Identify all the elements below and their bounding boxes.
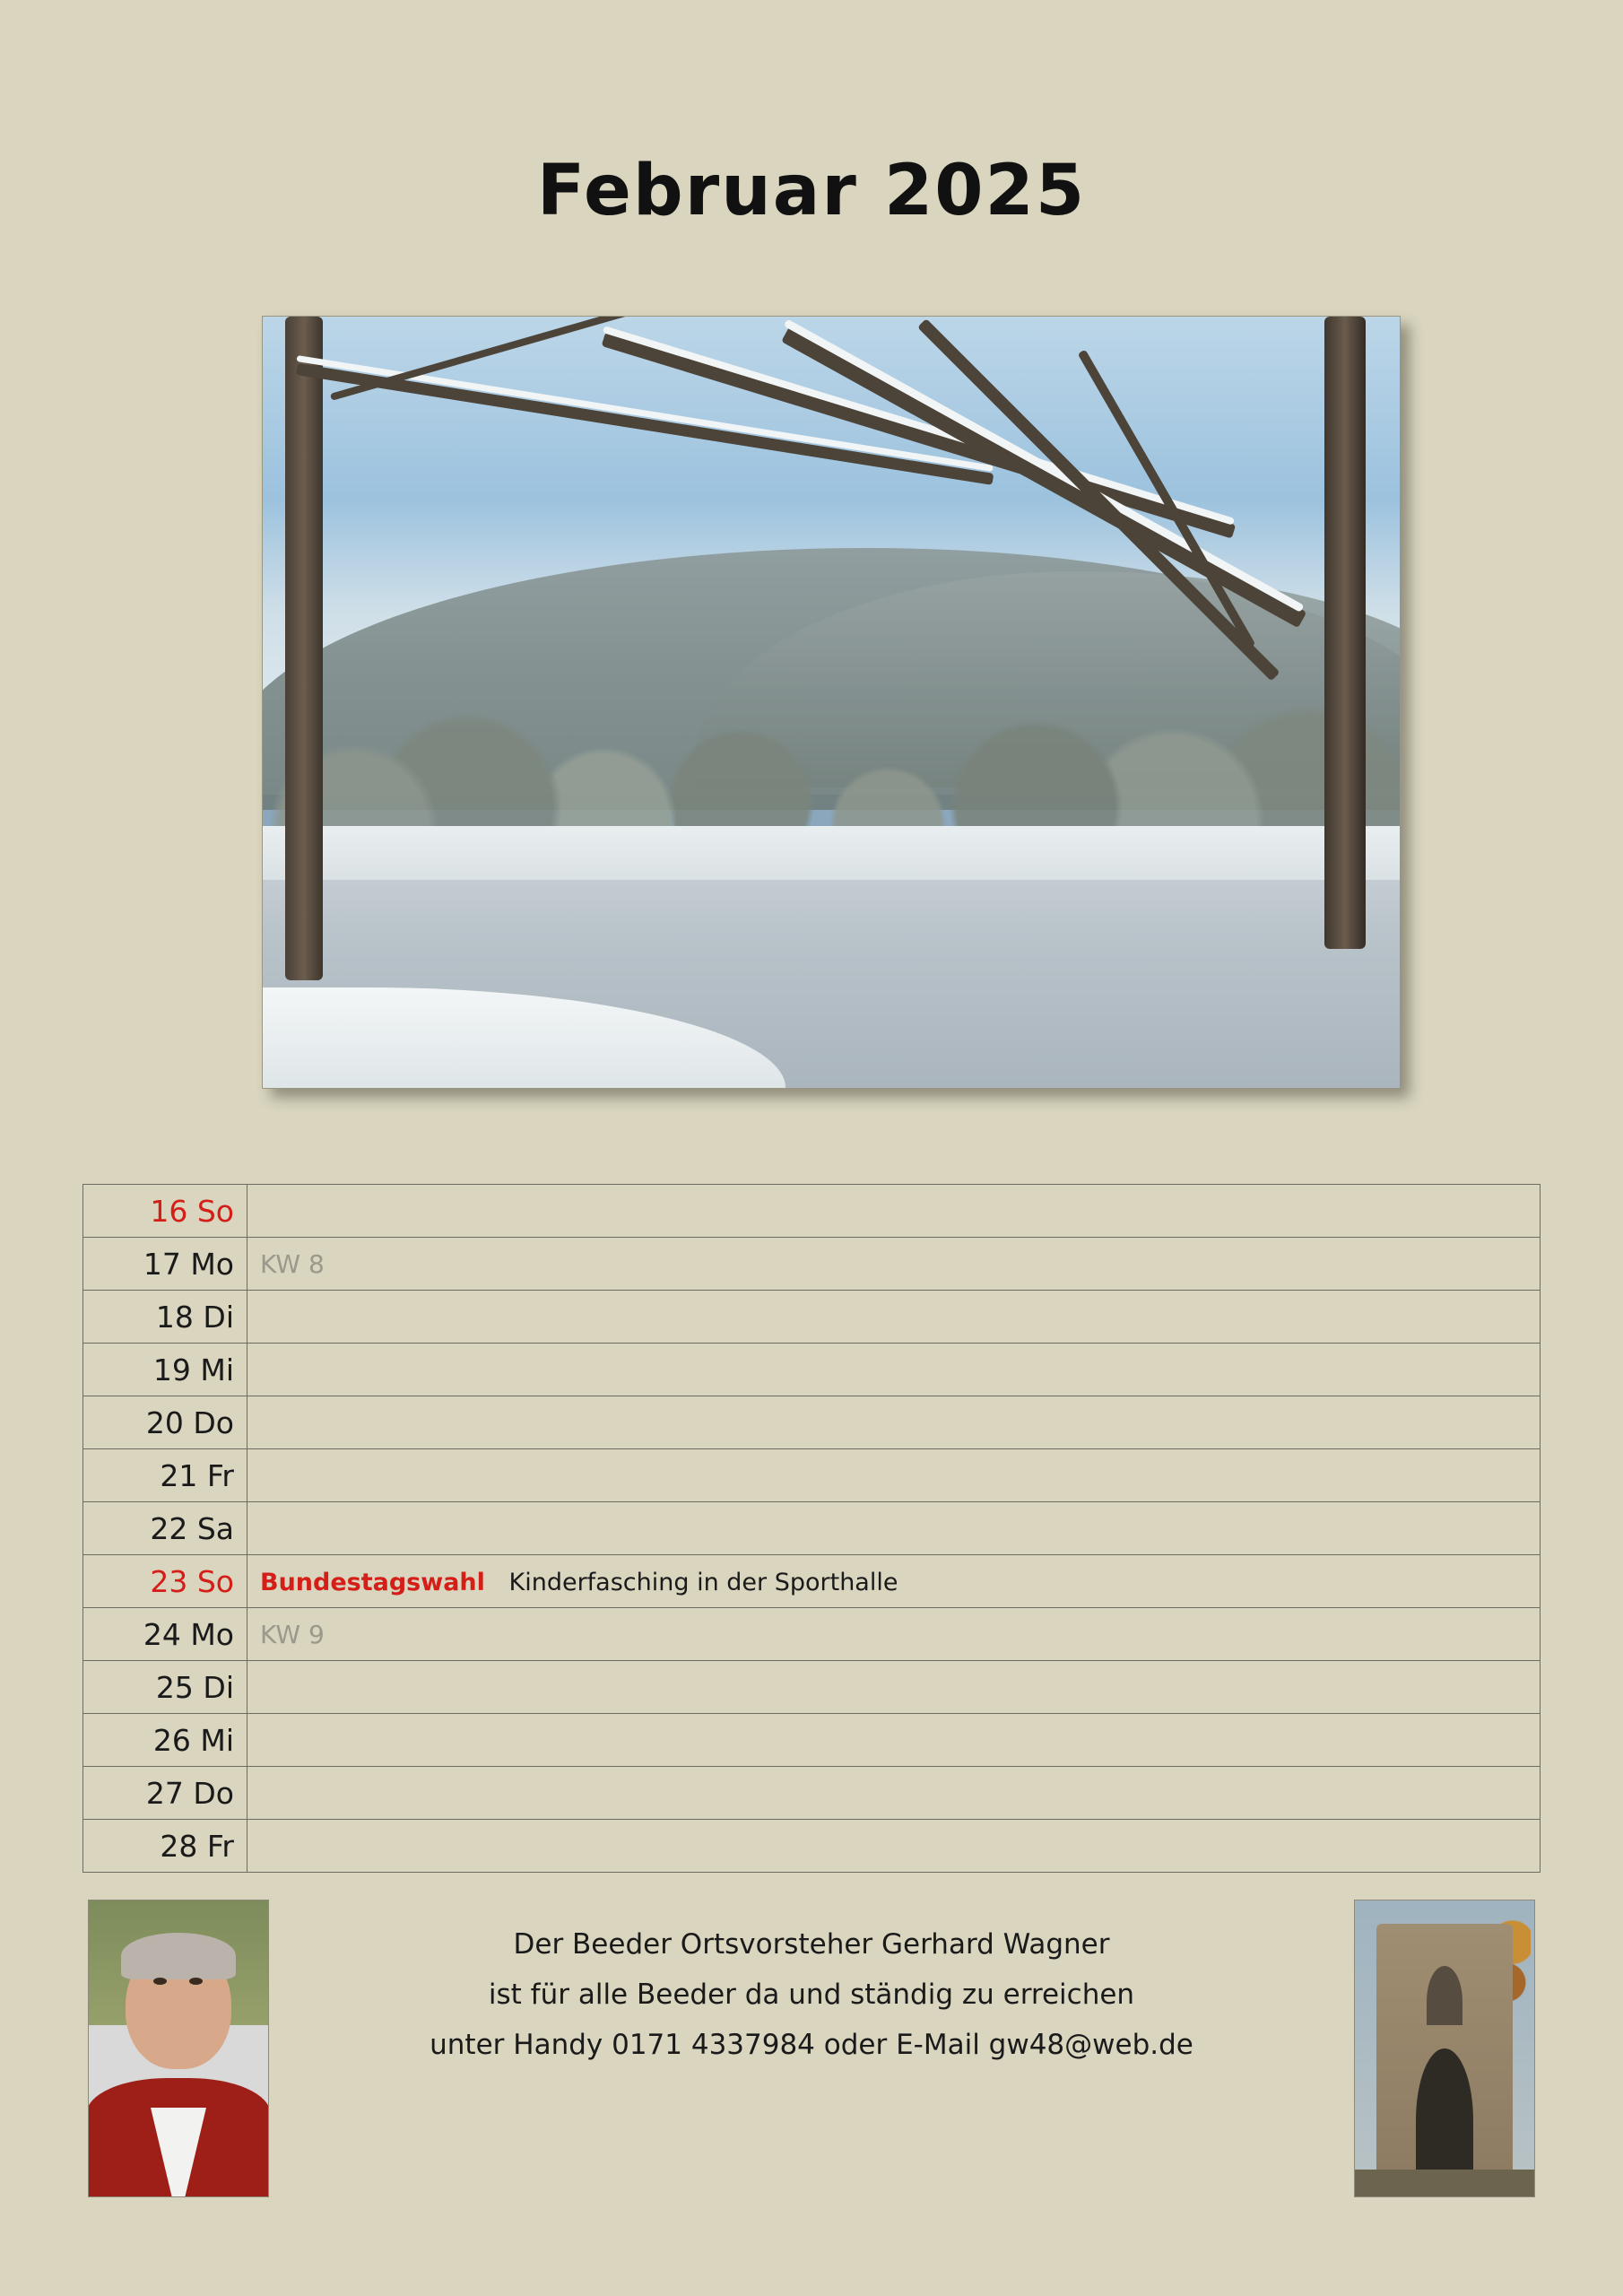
day-weekday: So — [196, 1563, 234, 1599]
calendar-body — [83, 1185, 1541, 1873]
day-events[interactable] — [247, 1820, 1541, 1873]
week-number: KW 8 — [260, 1248, 325, 1279]
day-number: 20 — [145, 1405, 184, 1440]
photo-tree-trunk-right — [1324, 317, 1366, 949]
table-row — [83, 1608, 1541, 1661]
day-number: 17 — [143, 1246, 181, 1282]
event-highlight: Bundestagswahl — [260, 1568, 485, 1596]
footer-line-1: Der Beeder Ortsvorsteher Gerhard Wagner — [513, 1928, 1110, 1961]
day-number: 24 — [143, 1616, 181, 1652]
chapel-ruin-photo — [1354, 1900, 1535, 2197]
table-row — [83, 1767, 1541, 1820]
day-events[interactable] — [247, 1767, 1541, 1820]
day-events[interactable] — [247, 1291, 1541, 1344]
table-row — [83, 1238, 1541, 1291]
day-events[interactable] — [247, 1714, 1541, 1767]
day-weekday: Di — [203, 1299, 234, 1335]
chapel-ground — [1355, 2170, 1534, 2196]
day-number: 27 — [145, 1775, 184, 1811]
footer-contact — [296, 1919, 1327, 2070]
event-text: Kinderfasching in der Sporthalle — [508, 1568, 898, 1596]
table-row — [83, 1661, 1541, 1714]
day-number: 18 — [155, 1299, 194, 1335]
table-row — [83, 1396, 1541, 1449]
day-label — [83, 1291, 247, 1344]
day-events[interactable] — [247, 1608, 1541, 1661]
footer-line-2: ist für alle Beeder da und ständig zu erreichen — [488, 1979, 1135, 2011]
day-weekday: Mo — [190, 1246, 234, 1282]
day-label — [83, 1767, 247, 1820]
portrait-eye-right — [189, 1978, 203, 1985]
day-label — [83, 1820, 247, 1873]
footer-line-3: unter Handy 0171 4337984 oder E-Mail gw48@web.de — [430, 2029, 1193, 2061]
table-row — [83, 1555, 1541, 1608]
calendar-table — [82, 1184, 1541, 1873]
day-events[interactable] — [247, 1555, 1541, 1608]
day-events[interactable] — [247, 1344, 1541, 1396]
day-number: 21 — [160, 1457, 198, 1493]
day-events[interactable] — [247, 1502, 1541, 1555]
week-number: KW 9 — [260, 1619, 325, 1649]
day-weekday: Di — [203, 1669, 234, 1705]
day-events[interactable] — [247, 1396, 1541, 1449]
day-events[interactable] — [247, 1661, 1541, 1714]
day-label — [83, 1396, 247, 1449]
day-label — [83, 1185, 247, 1238]
day-label — [83, 1608, 247, 1661]
day-label — [83, 1714, 247, 1767]
day-weekday: Mi — [200, 1352, 234, 1387]
photo-tree-trunk-left — [285, 317, 323, 980]
day-events[interactable] — [247, 1238, 1541, 1291]
day-label — [83, 1502, 247, 1555]
day-number: 19 — [152, 1352, 191, 1387]
day-number: 16 — [150, 1193, 188, 1229]
day-label — [83, 1238, 247, 1291]
table-row — [83, 1291, 1541, 1344]
day-number: 25 — [155, 1669, 194, 1705]
day-weekday: Fr — [206, 1457, 234, 1493]
portrait-photo-ortsvorsteher — [88, 1900, 269, 2197]
day-events[interactable] — [247, 1185, 1541, 1238]
portrait-eye-left — [153, 1978, 167, 1985]
day-weekday: Sa — [196, 1510, 234, 1546]
day-label — [83, 1449, 247, 1502]
page-title: Februar 2025 — [536, 151, 1087, 231]
day-weekday: Fr — [206, 1828, 234, 1864]
table-row — [83, 1714, 1541, 1767]
day-label — [83, 1344, 247, 1396]
table-row — [83, 1344, 1541, 1396]
day-weekday: Mo — [190, 1616, 234, 1652]
day-number: 26 — [152, 1722, 191, 1758]
day-weekday: Do — [193, 1775, 234, 1811]
day-number: 22 — [150, 1510, 188, 1546]
table-row — [83, 1449, 1541, 1502]
table-row — [83, 1502, 1541, 1555]
portrait-hair — [121, 1933, 236, 1979]
day-number: 23 — [150, 1563, 188, 1599]
day-label — [83, 1661, 247, 1714]
day-number: 28 — [160, 1828, 198, 1864]
table-row — [83, 1820, 1541, 1873]
day-label — [83, 1555, 247, 1608]
table-row — [83, 1185, 1541, 1238]
day-weekday: Mi — [200, 1722, 234, 1758]
day-weekday: Do — [193, 1405, 234, 1440]
day-events[interactable] — [247, 1449, 1541, 1502]
day-weekday: So — [196, 1193, 234, 1229]
month-photo — [262, 316, 1401, 1089]
